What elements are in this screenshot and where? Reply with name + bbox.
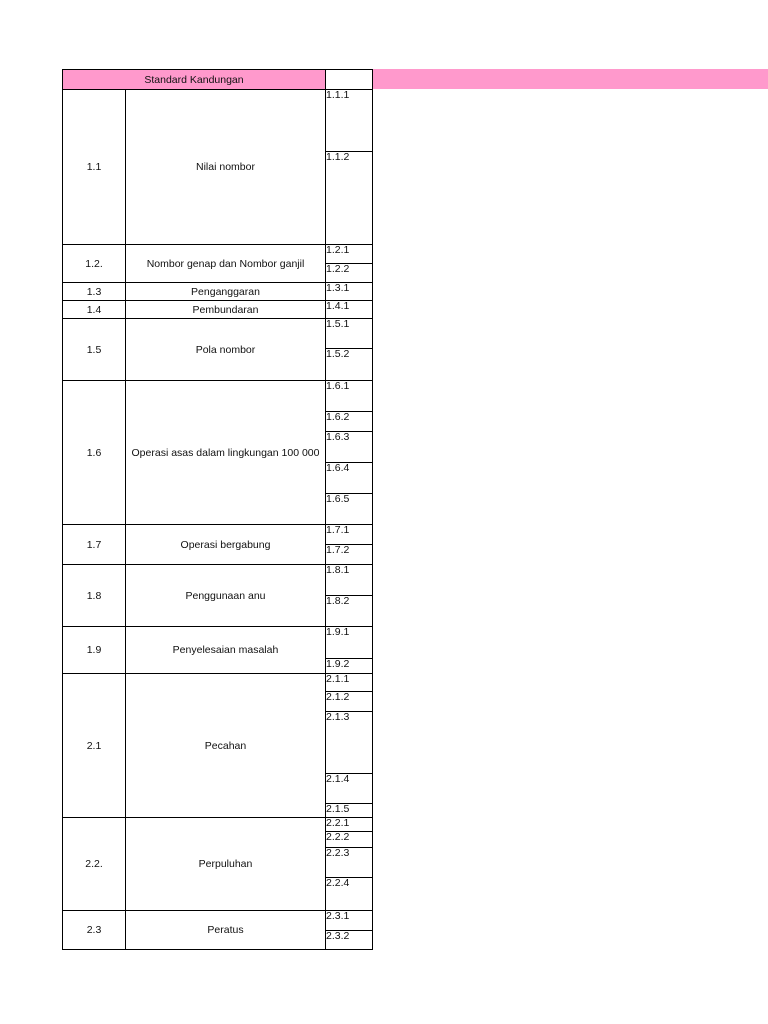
standard-topic: Penganggaran [126, 283, 326, 301]
header-title: Standard Kandungan [63, 70, 326, 90]
header-fill-band [372, 69, 768, 89]
learning-standard-code: 2.2.2 [326, 832, 373, 848]
learning-standard-code: 1.8.1 [326, 565, 373, 596]
table-row [63, 301, 373, 319]
content-standards-table [62, 69, 373, 950]
standard-code: 2.1 [63, 674, 126, 818]
learning-standard-code: 1.6.1 [326, 381, 373, 412]
table-row [63, 525, 373, 545]
table-row [63, 674, 373, 692]
standard-code: 2.2. [63, 818, 126, 911]
standard-topic: Nombor genap dan Nombor ganjil [126, 245, 326, 283]
learning-standard-code: 1.9.2 [326, 659, 373, 674]
table-row [63, 565, 373, 596]
learning-standard-code: 1.7.2 [326, 545, 373, 565]
standard-topic: Perpuluhan [126, 818, 326, 911]
standard-code: 1.4 [63, 301, 126, 319]
learning-standard-code: 1.8.2 [326, 596, 373, 627]
learning-standard-code: 2.2.4 [326, 878, 373, 911]
standard-topic: Operasi asas dalam lingkungan 100 000 [126, 381, 326, 525]
learning-standard-code: 1.6.3 [326, 432, 373, 463]
table-row [63, 911, 373, 931]
standard-code: 1.1 [63, 90, 126, 245]
learning-standard-code: 2.3.1 [326, 911, 373, 931]
learning-standard-code: 2.1.5 [326, 804, 373, 818]
learning-standard-code: 1.5.1 [326, 319, 373, 349]
standard-topic: Nilai nombor [126, 90, 326, 245]
standard-code: 1.2. [63, 245, 126, 283]
learning-standard-code: 1.2.1 [326, 245, 373, 264]
standard-topic: Pola nombor [126, 319, 326, 381]
table-row [63, 319, 373, 349]
standard-code: 1.6 [63, 381, 126, 525]
standard-topic: Pembundaran [126, 301, 326, 319]
standard-code: 1.8 [63, 565, 126, 627]
learning-standard-code: 1.6.4 [326, 463, 373, 494]
standard-code: 1.9 [63, 627, 126, 674]
standard-topic: Penyelesaian masalah [126, 627, 326, 674]
learning-standard-code: 1.6.2 [326, 412, 373, 432]
table-row [63, 283, 373, 301]
learning-standard-code: 1.3.1 [326, 283, 373, 301]
learning-standard-code: 1.4.1 [326, 301, 373, 319]
learning-standard-code: 1.5.2 [326, 349, 373, 381]
learning-standard-code: 1.1.2 [326, 152, 373, 245]
learning-standard-code: 2.2.3 [326, 848, 373, 878]
learning-standard-code: 2.3.2 [326, 931, 373, 950]
standard-code: 1.3 [63, 283, 126, 301]
table-row [63, 381, 373, 412]
standard-code: 2.3 [63, 911, 126, 950]
table-row [63, 90, 373, 152]
learning-standard-code: 1.9.1 [326, 627, 373, 659]
standard-code: 1.7 [63, 525, 126, 565]
standard-topic: Penggunaan anu [126, 565, 326, 627]
standard-topic: Pecahan [126, 674, 326, 818]
learning-standard-code: 1.2.2 [326, 264, 373, 283]
header-row [63, 70, 373, 90]
learning-standard-code: 2.1.2 [326, 692, 373, 712]
learning-standard-code: 1.7.1 [326, 525, 373, 545]
standard-topic: Operasi bergabung [126, 525, 326, 565]
learning-standard-code: 2.1.4 [326, 774, 373, 804]
table-row [63, 818, 373, 832]
table-row [63, 627, 373, 659]
learning-standard-code: 1.6.5 [326, 494, 373, 525]
table-row [63, 245, 373, 264]
standard-topic: Peratus [126, 911, 326, 950]
learning-standard-code: 2.1.1 [326, 674, 373, 692]
header-blank-cell [326, 70, 373, 90]
learning-standard-code: 2.1.3 [326, 712, 373, 774]
learning-standard-code: 1.1.1 [326, 90, 373, 152]
learning-standard-code: 2.2.1 [326, 818, 373, 832]
standard-code: 1.5 [63, 319, 126, 381]
